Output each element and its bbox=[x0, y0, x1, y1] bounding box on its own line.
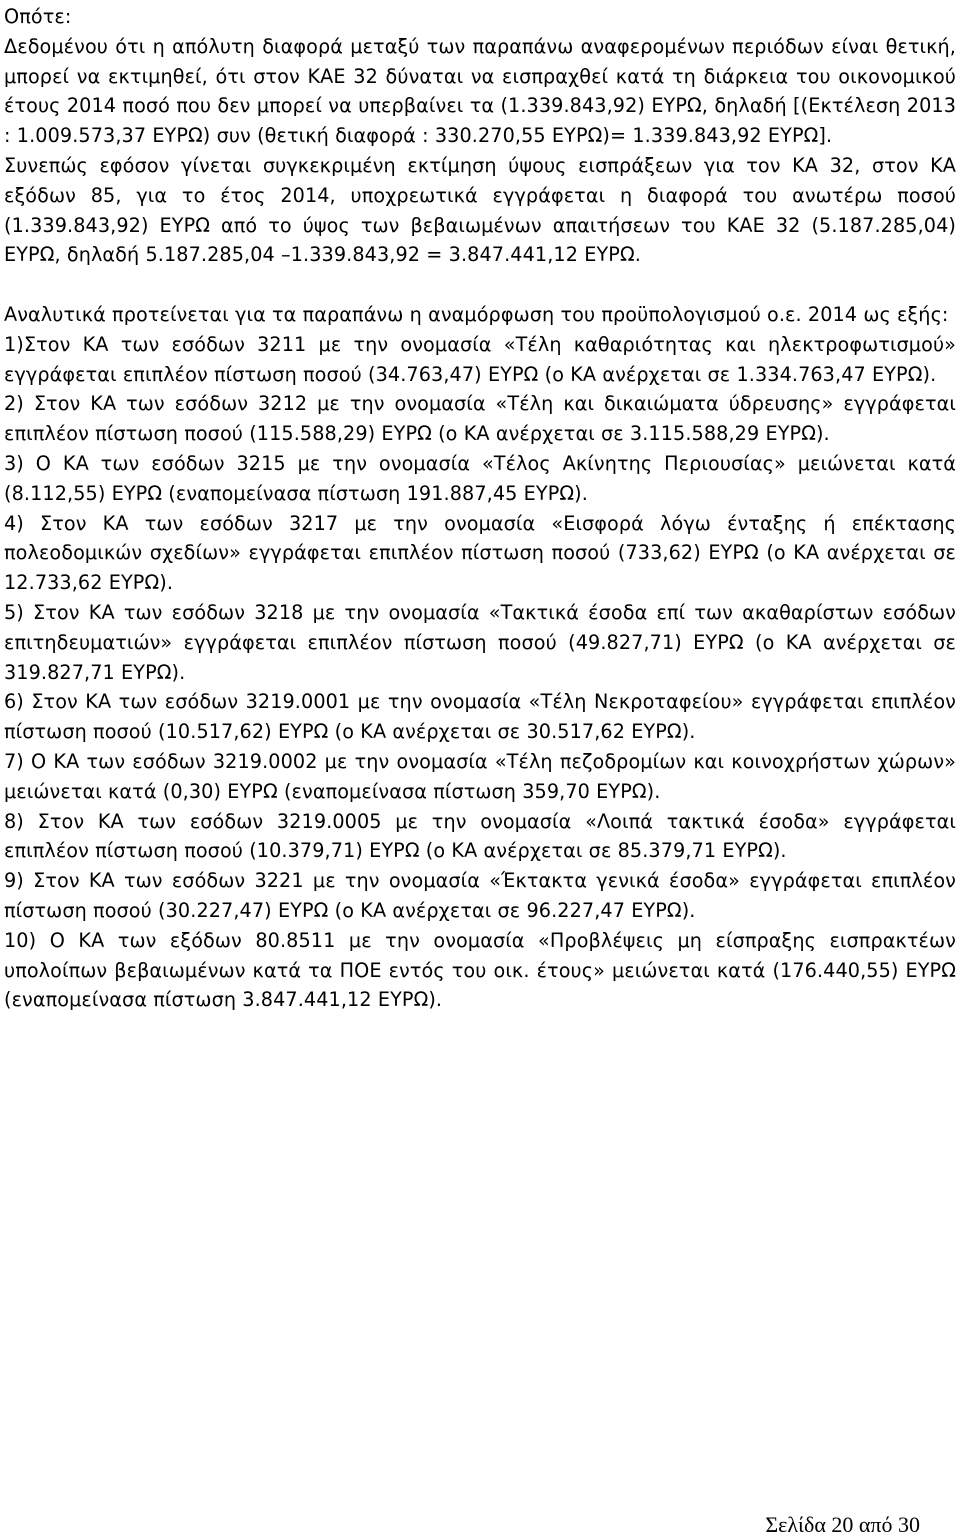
document-heading: Οπότε: bbox=[4, 5, 72, 28]
list-item: 8) Στον ΚΑ των εσόδων 3219.0005 με την ονομασία «Λοιπά τακτικά έσοδα» εγγράφεται επιπλέον πίστωση ποσού (10.379,71) ΕΥΡΩ (ο ΚΑ ανέρχεται σε 85.379,71 ΕΥΡΩ). bbox=[4, 809, 956, 863]
list-item: 3) Ο ΚΑ των εσόδων 3215 με την ονομασία «Τέλος Ακίνητης Περιουσίας» μειώνεται κατά (8.112,55) ΕΥΡΩ (εναπομείνασα πίστωση 191.887,45 ΕΥΡΩ). bbox=[4, 451, 956, 505]
list-item: 10) Ο ΚΑ των εξόδων 80.8511 με την ονομασία «Προβλέψεις μη είσπραξης εισπρακτέων υπολοίπων βεβαιωμένων κατά τα ΠΟΕ εντός του οικ. έτους» μειώνεται κατά (176.440,55) ΕΥΡΩ (εναπομείνασα πίστωση 3.847.441,12 ΕΥΡΩ). bbox=[4, 928, 956, 1012]
paragraph-consequence: Συνεπώς εφόσον γίνεται συγκεκριμένη εκτίμηση ύψους εισπράξεων για τον ΚΑ 32, στον ΚΑ εξόδων 85, για το έτος 2014, υποχρεωτικά εγγράφεται η διαφορά του ανωτέρω ποσού (1.339.843,92) ΕΥΡΩ από το ύψος των βεβαιωμένων απαιτήσεων του ΚΑΕ 32 (5.187.285,04) ΕΥΡΩ, δηλαδή 5.187.285,04 –1.339.843,92 = 3.847.441,12 ΕΥΡΩ. bbox=[4, 153, 956, 267]
list-item: 2) Στον ΚΑ των εσόδων 3212 με την ονομασία «Τέλη και δικαιώματα ύδρευσης» εγγράφεται επιπλέον πίστωση ποσού (115.588,29) ΕΥΡΩ (ο ΚΑ ανέρχεται σε 3.115.588,29 ΕΥΡΩ). bbox=[4, 392, 956, 446]
list-item: 4) Στον ΚΑ των εσόδων 3217 με την ονομασία «Εισφορά λόγω ένταξης ή επέκτασης πολεοδομικών σχεδίων» εγγράφεται επιπλέον πίστωση ποσού (733,62) ΕΥΡΩ (ο ΚΑ ανέρχεται σε 12.733,62 ΕΥΡΩ). bbox=[4, 511, 956, 595]
list-item: 6) Στον ΚΑ των εσόδων 3219.0001 με την ονομασία «Τέλη Νεκροταφείου» εγγράφεται επιπλέον πίστωση ποσού (10.517,62) ΕΥΡΩ (ο ΚΑ ανέρχεται σε 30.517,62 ΕΥΡΩ). bbox=[4, 690, 956, 744]
list-item: 5) Στον ΚΑ των εσόδων 3218 με την ονομασία «Τακτικά έσοδα επί των ακαθαρίστων εσόδων επιτηδευματιών» εγγράφεται επιπλέον πίστωση ποσού (49.827,71) ΕΥΡΩ (ο ΚΑ ανέρχεται σε 319.827,71 ΕΥΡΩ). bbox=[4, 600, 956, 684]
list-item: 9) Στον ΚΑ των εσόδων 3221 με την ονομασία «Έκτακτα γενικά έσοδα» εγγράφεται επιπλέον πίστωση ποσού (30.227,47) ΕΥΡΩ (ο ΚΑ ανέρχεται σε 96.227,47 ΕΥΡΩ). bbox=[4, 869, 956, 922]
document-body bbox=[4, 2, 956, 1015]
paragraph-estimate: Δεδομένου ότι η απόλυτη διαφορά μεταξύ των παραπάνω αναφερομένων περιόδων είναι θετική, μπορεί να εκτιμηθεί, ότι στον ΚΑΕ 32 δύναται να εισπραχθεί κατά τη διάρκεια του οικονομικού έτους 2014 ποσό που δεν μπορεί να υπερβαίνει τα (1.339.843,92) ΕΥΡΩ, δηλαδή [(Εκτέλεση 2013 : 1.009.573,37 ΕΥΡΩ) συν (θετική διαφορά : 330.270,55 ΕΥΡΩ)= 1.339.843,92 ΕΥΡΩ]. bbox=[4, 34, 956, 148]
list-item: 1)Στον ΚΑ των εσόδων 3211 με την ονομασία «Τέλη καθαριότητας και ηλεκτροφωτισμού» εγγράφεται επιπλέον πίστωση ποσού (34.763,47) ΕΥΡΩ (ο ΚΑ ανέρχεται σε 1.334.763,47 ΕΥΡΩ). bbox=[4, 332, 956, 386]
page-number-footer: Σελίδα 20 από 30 bbox=[765, 1512, 920, 1537]
paragraph-proposal-intro: Αναλυτικά προτείνεται για τα παραπάνω η αναμόρφωση του προϋπολογισμού ο.ε. 2014 ως εξής: bbox=[4, 302, 949, 326]
list-item: 7) Ο ΚΑ των εσόδων 3219.0002 με την ονομασία «Τέλη πεζοδρομίων και κοινοχρήστων χώρων» μειώνεται κατά (0,30) ΕΥΡΩ (εναπομείνασα πίστωση 359,70 ΕΥΡΩ). bbox=[4, 749, 956, 803]
